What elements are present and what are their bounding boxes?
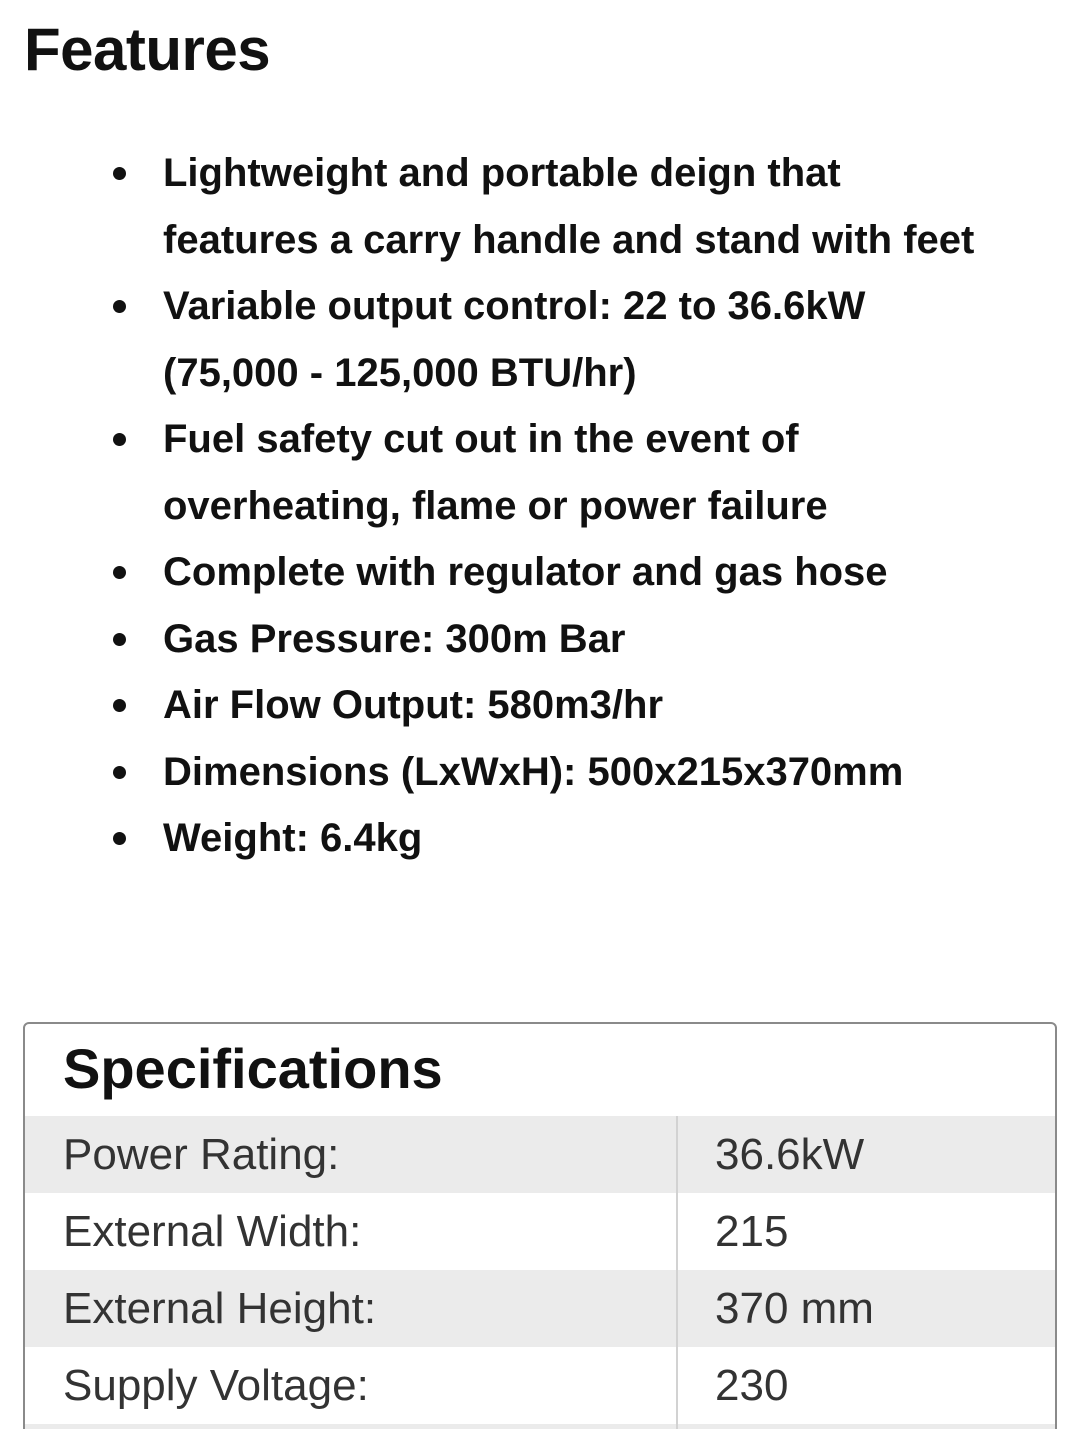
feature-item: [0, 606, 1072, 673]
feature-item: [0, 805, 1072, 872]
features-list: [0, 140, 1072, 872]
feature-line: Air Flow Output: 580m3/hr: [163, 683, 664, 727]
feature-item: [0, 672, 1072, 739]
bullet-icon: [113, 433, 126, 446]
spec-value: 230: [715, 1360, 789, 1410]
spec-value: 370 mm: [715, 1283, 874, 1333]
feature-item: [0, 406, 1072, 539]
bullet-icon: [113, 832, 126, 845]
spec-label: [25, 1424, 677, 1429]
feature-line: features a carry handle and stand with feet: [163, 217, 975, 262]
feature-line: Weight: 6.4kg: [163, 816, 423, 860]
feature-line: (75,000 - 125,000 BTU/hr): [163, 350, 637, 395]
feature-line: Dimensions (LxWxH): 500x215x370mm: [163, 749, 904, 794]
feature-item: [0, 539, 1072, 606]
bullet-icon: [113, 167, 126, 180]
bullet-icon: [113, 766, 126, 779]
feature-line: Variable output control: 22 to 36.6kW: [163, 284, 866, 328]
table-row: [25, 1270, 1055, 1347]
specifications-table: [25, 1116, 1055, 1429]
specifications-heading: Specifications: [63, 1037, 443, 1100]
feature-line: overheating, flame or power failure: [163, 483, 828, 528]
spec-label: External Height:: [25, 1270, 677, 1347]
spec-value: [677, 1424, 1055, 1429]
spec-value: 36.6kW: [715, 1129, 865, 1179]
feature-line: Fuel safety cut out in the event of: [163, 417, 799, 461]
spec-label: External Width:: [25, 1193, 677, 1270]
specifications-panel: [23, 1022, 1057, 1429]
bullet-icon: [113, 699, 126, 712]
feature-line: Complete with regulator and gas hose: [163, 550, 888, 594]
bullet-icon: [113, 300, 126, 313]
bullet-icon: [113, 633, 126, 646]
feature-item: [0, 273, 1072, 406]
spec-label: Power Rating:: [25, 1116, 677, 1193]
features-heading: Features: [24, 16, 271, 83]
table-row: [25, 1193, 1055, 1270]
table-row: [25, 1424, 1055, 1429]
table-row: [25, 1116, 1055, 1193]
feature-item: [0, 739, 1072, 806]
spec-label: Supply Voltage:: [25, 1347, 677, 1424]
feature-line: Gas Pressure: 300m Bar: [163, 616, 626, 661]
spec-value: 215: [715, 1206, 789, 1256]
table-row: [25, 1347, 1055, 1424]
feature-line: Lightweight and portable deign that: [163, 151, 841, 195]
feature-item: [0, 140, 1072, 273]
bullet-icon: [113, 566, 126, 579]
